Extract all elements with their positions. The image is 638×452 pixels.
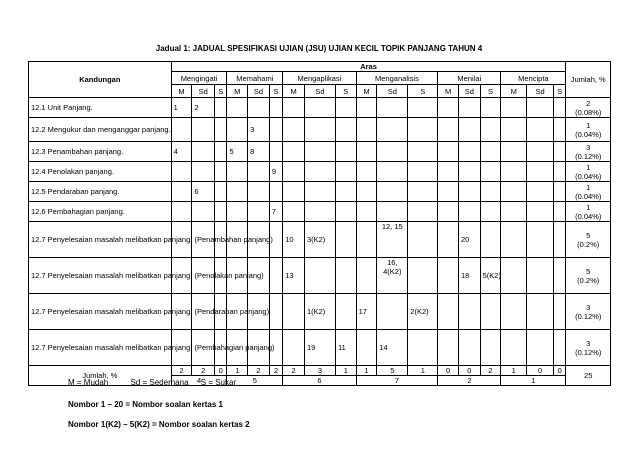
question-cell <box>527 162 554 182</box>
question-cell <box>283 162 305 182</box>
question-cell <box>269 182 282 202</box>
level-mencipta: Mencipta <box>501 72 566 85</box>
question-cell <box>527 294 554 330</box>
question-cell <box>458 118 480 142</box>
summary-count: 1 <box>408 366 438 376</box>
question-cell <box>269 118 282 142</box>
question-cell <box>377 182 408 202</box>
row-total-count: 2 <box>586 98 591 108</box>
question-cell <box>408 142 438 162</box>
question-cell <box>356 222 377 258</box>
row-total-percent: (0.12%) <box>575 151 602 161</box>
summary-count: 2 <box>480 366 501 376</box>
table-row <box>29 98 611 118</box>
table-row <box>29 222 611 258</box>
question-cell <box>283 142 305 162</box>
question-cell <box>438 258 459 294</box>
question-cell <box>377 142 408 162</box>
question-cell <box>215 182 227 202</box>
table-row <box>29 182 611 202</box>
summary-count: 0 <box>527 366 554 376</box>
subheader-m: M <box>283 85 305 98</box>
question-cell <box>554 162 566 182</box>
question-cell <box>501 118 527 142</box>
question-cell <box>408 162 438 182</box>
level-total: 1 <box>501 376 566 386</box>
summary-count: 2 <box>171 366 192 376</box>
question-cell: 3(K2) <box>304 222 335 258</box>
question-cell <box>335 222 356 258</box>
question-cell <box>501 222 527 258</box>
summary-count: 0 <box>215 366 227 376</box>
question-cell <box>438 294 459 330</box>
question-cell <box>438 98 459 118</box>
row-total-percent: (0.12%) <box>575 347 602 357</box>
row-label: 12.7 Penyelesaian masalah melibatkan panjang. (Penolakan panjang) <box>29 258 172 294</box>
question-cell <box>527 98 554 118</box>
row-label: 12.7 Penyelesaian masalah melibatkan panjang. (Pembahagian panjang) <box>29 330 172 366</box>
table-row <box>29 162 611 182</box>
question-cell <box>335 142 356 162</box>
question-cell <box>335 118 356 142</box>
question-cell: 2(K2) <box>408 294 438 330</box>
question-cell <box>269 98 282 118</box>
note-kertas-1: Nombor 1 – 20 = Nombor soalan kertas 1 <box>68 400 223 409</box>
question-cell <box>438 118 459 142</box>
subheader-sd: Sd <box>527 85 554 98</box>
legend <box>68 378 236 387</box>
question-cell <box>480 330 501 366</box>
question-cell <box>438 222 459 258</box>
question-cell <box>438 330 459 366</box>
row-total-count: 5 <box>586 266 591 276</box>
question-cell <box>480 202 501 222</box>
subheader-sd: Sd <box>458 85 480 98</box>
question-cell <box>554 142 566 162</box>
subheader-sd: Sd <box>248 85 270 98</box>
question-cell: 17 <box>356 294 377 330</box>
row-label: 12.4 Penolakan panjang. <box>29 162 172 182</box>
question-cell <box>377 294 408 330</box>
row-total-count: 3 <box>586 142 591 152</box>
row-total <box>566 294 611 330</box>
question-cell <box>501 142 527 162</box>
question-cell <box>480 162 501 182</box>
level-total: 6 <box>283 376 356 386</box>
question-cell <box>304 98 335 118</box>
question-cell <box>377 118 408 142</box>
summary-count: 1 <box>501 366 527 376</box>
row-label: 12.1 Unit Panjang. <box>29 98 172 118</box>
question-cell <box>554 182 566 202</box>
question-cell <box>335 162 356 182</box>
question-cell: 7 <box>269 202 282 222</box>
question-cell <box>554 98 566 118</box>
question-cell <box>554 118 566 142</box>
question-cell: 1(K2) <box>304 294 335 330</box>
question-cell <box>356 118 377 142</box>
question-cell <box>304 182 335 202</box>
question-cell <box>227 98 248 118</box>
question-cell <box>501 202 527 222</box>
question-cell <box>248 98 270 118</box>
subheader-sd: Sd <box>377 85 408 98</box>
question-cell <box>304 162 335 182</box>
question-cell <box>356 142 377 162</box>
question-cell <box>458 330 480 366</box>
question-cell <box>335 258 356 294</box>
subheader-m: M <box>227 85 248 98</box>
question-cell <box>527 118 554 142</box>
jsu-table <box>28 61 611 386</box>
row-total-count: 1 <box>586 202 591 212</box>
row-label: 12.6 Pembahagian panjang. <box>29 202 172 222</box>
level-total: 5 <box>227 376 283 386</box>
question-cell: 19 <box>304 330 335 366</box>
row-total <box>566 118 611 142</box>
question-cell <box>192 162 215 182</box>
question-cell <box>501 330 527 366</box>
question-cell <box>335 98 356 118</box>
row-total <box>566 258 611 294</box>
question-cell <box>171 162 192 182</box>
question-cell <box>408 202 438 222</box>
question-cell <box>527 182 554 202</box>
question-cell <box>408 258 438 294</box>
question-cell <box>356 98 377 118</box>
row-total-count: 3 <box>586 302 591 312</box>
question-cell <box>215 162 227 182</box>
question-cell <box>480 118 501 142</box>
question-cell <box>304 118 335 142</box>
row-total-percent: (0.04%) <box>575 191 602 201</box>
question-cell <box>215 98 227 118</box>
question-cell: 5 <box>227 142 248 162</box>
question-cell <box>304 258 335 294</box>
note-kertas-2: Nombor 1(K2) – 5(K2) = Nombor soalan kertas 2 <box>68 420 250 429</box>
jumlah-header: Jumlah, % <box>566 62 611 98</box>
question-cell: 20 <box>458 222 480 258</box>
level-mengingati: Mengingati <box>171 72 227 85</box>
question-cell <box>554 222 566 258</box>
question-cell <box>248 182 270 202</box>
question-cell <box>215 202 227 222</box>
question-cell <box>192 118 215 142</box>
question-cell: 3 <box>248 118 270 142</box>
question-cell <box>458 182 480 202</box>
subheader-m: M <box>356 85 377 98</box>
question-cell <box>283 330 305 366</box>
question-cell <box>171 182 192 202</box>
summary-count: 2 <box>269 366 282 376</box>
question-cell <box>554 330 566 366</box>
aras-header: Aras <box>171 62 566 72</box>
question-cell <box>269 258 282 294</box>
subheader-m: M <box>438 85 459 98</box>
question-cell <box>283 98 305 118</box>
question-cell <box>283 182 305 202</box>
legend-sederhana: Sd = Sederhana <box>130 378 189 387</box>
question-cell: 14 <box>377 330 408 366</box>
question-cell <box>501 98 527 118</box>
question-cell <box>269 294 282 330</box>
question-cell <box>480 182 501 202</box>
level-mengaplikasi: Mengaplikasi <box>283 72 356 85</box>
question-cell: 4 <box>171 142 192 162</box>
subheader-s: S <box>408 85 438 98</box>
question-cell <box>192 202 215 222</box>
question-cell <box>408 98 438 118</box>
question-cell <box>458 98 480 118</box>
level-menganalisis: Menganalisis <box>356 72 438 85</box>
summary-count: 0 <box>458 366 480 376</box>
question-cell <box>554 202 566 222</box>
summary-count: 0 <box>438 366 459 376</box>
question-cell <box>554 294 566 330</box>
summary-label: Jumlah, % <box>29 366 172 386</box>
question-cell: 13 <box>283 258 305 294</box>
summary-count: 1 <box>356 366 377 376</box>
question-cell <box>458 162 480 182</box>
question-cell <box>227 118 248 142</box>
question-cell <box>356 330 377 366</box>
subheader-m: M <box>501 85 527 98</box>
row-label: 12.2 Mengukur dan menganggar panjang. <box>29 118 172 142</box>
question-cell <box>304 142 335 162</box>
table-row <box>29 330 611 366</box>
summary-count: 5 <box>377 366 408 376</box>
question-cell <box>458 202 480 222</box>
row-total <box>566 202 611 222</box>
legend-mudah: M = Mudah <box>68 378 109 387</box>
subheader-sd: Sd <box>192 85 215 98</box>
question-cell <box>458 142 480 162</box>
question-cell: 1 <box>171 98 192 118</box>
question-cell: 6 <box>192 182 215 202</box>
question-cell <box>356 162 377 182</box>
row-label: 12.7 Penyelesaian masalah melibatkan panjang. (Penambahan panjang) <box>29 222 172 258</box>
summary-count: 1 <box>335 366 356 376</box>
summary-count: 2 <box>192 366 215 376</box>
question-cell <box>408 222 438 258</box>
subheader-s: S <box>269 85 282 98</box>
question-cell <box>480 222 501 258</box>
row-total <box>566 182 611 202</box>
question-cell: 5(K2) <box>480 258 501 294</box>
question-cell: 18 <box>458 258 480 294</box>
question-cell <box>356 182 377 202</box>
question-cell <box>304 202 335 222</box>
question-cell <box>248 162 270 182</box>
summary-count: 0 <box>554 366 566 376</box>
row-total-percent: (0.04%) <box>575 129 602 139</box>
row-total-percent: (0.08%) <box>575 107 602 117</box>
question-cell <box>356 202 377 222</box>
table-row <box>29 142 611 162</box>
summary-count: 2 <box>283 366 305 376</box>
question-cell <box>408 330 438 366</box>
question-cell <box>335 202 356 222</box>
question-cell <box>438 182 459 202</box>
table-row <box>29 118 611 142</box>
question-cell: 16, 4(K2) <box>377 258 408 294</box>
question-cell <box>269 142 282 162</box>
legend-sukar: S = Sukar <box>200 378 237 387</box>
question-cell <box>171 202 192 222</box>
question-cell <box>480 142 501 162</box>
row-total-count: 1 <box>586 182 591 192</box>
summary-count: 1 <box>227 366 248 376</box>
table-title: Jadual 1: JADUAL SPESIFIKASI UJIAN (JSU) UJIAN KECIL TOPIK PANJANG TAHUN 4 <box>155 44 483 53</box>
subheader-s: S <box>215 85 227 98</box>
question-cell <box>408 182 438 202</box>
row-total-percent: (0.12%) <box>575 311 602 321</box>
question-cell <box>335 182 356 202</box>
question-cell <box>377 162 408 182</box>
kandungan-header: Kandungan <box>29 62 172 98</box>
row-total-percent: (0.2%) <box>577 239 600 249</box>
question-cell <box>356 258 377 294</box>
row-label: 12.7 Penyelesaian masalah melibatkan panjang. (Pendaraban panjang) <box>29 294 172 330</box>
summary-count: 3 <box>304 366 335 376</box>
question-cell <box>501 162 527 182</box>
question-cell <box>283 118 305 142</box>
question-cell <box>501 182 527 202</box>
level-total: 2 <box>438 376 501 386</box>
question-cell <box>283 202 305 222</box>
row-total-count: 3 <box>586 338 591 348</box>
grand-total: 25 <box>566 366 611 386</box>
row-total-count: 1 <box>586 120 591 130</box>
row-total <box>566 98 611 118</box>
question-cell <box>554 258 566 294</box>
row-total-percent: (0.04%) <box>575 211 602 221</box>
table-row <box>29 294 611 330</box>
question-cell <box>480 294 501 330</box>
subheader-s: S <box>554 85 566 98</box>
summary-count: 2 <box>248 366 270 376</box>
subheader-s: S <box>480 85 501 98</box>
question-cell <box>501 258 527 294</box>
question-cell: 2 <box>192 98 215 118</box>
level-total: 7 <box>356 376 438 386</box>
question-cell <box>527 330 554 366</box>
question-cell <box>438 162 459 182</box>
row-total-percent: (0.2%) <box>577 275 600 285</box>
level-menilai: Menilai <box>438 72 501 85</box>
table-row <box>29 258 611 294</box>
question-cell <box>408 118 438 142</box>
row-total <box>566 142 611 162</box>
row-total-count: 1 <box>586 162 591 172</box>
level-memahami: Memahami <box>227 72 283 85</box>
question-cell <box>527 142 554 162</box>
question-cell <box>527 202 554 222</box>
question-cell: 10 <box>283 222 305 258</box>
question-cell <box>377 98 408 118</box>
question-cell: 11 <box>335 330 356 366</box>
question-cell <box>458 294 480 330</box>
question-cell <box>527 258 554 294</box>
question-cell <box>501 294 527 330</box>
row-total <box>566 330 611 366</box>
question-cell <box>227 182 248 202</box>
row-total-count: 5 <box>586 230 591 240</box>
question-cell <box>438 202 459 222</box>
level-total: 4 <box>171 376 227 386</box>
question-cell <box>227 162 248 182</box>
question-cell: 12, 15 <box>377 222 408 258</box>
question-cell <box>527 222 554 258</box>
question-cell <box>215 142 227 162</box>
table-row <box>29 202 611 222</box>
question-cell <box>248 202 270 222</box>
subheader-sd: Sd <box>304 85 335 98</box>
question-cell: 8 <box>248 142 270 162</box>
question-cell <box>438 142 459 162</box>
row-total-percent: (0.04%) <box>575 171 602 181</box>
subheader-s: S <box>335 85 356 98</box>
question-cell: 9 <box>269 162 282 182</box>
question-cell <box>192 142 215 162</box>
question-cell <box>215 118 227 142</box>
question-cell <box>480 98 501 118</box>
question-cell <box>283 294 305 330</box>
question-cell <box>377 202 408 222</box>
row-label: 12.3 Penambahan panjang. <box>29 142 172 162</box>
question-cell <box>335 294 356 330</box>
question-cell <box>171 118 192 142</box>
row-total <box>566 222 611 258</box>
row-total <box>566 162 611 182</box>
row-label: 12.5 Pendaraban panjang. <box>29 182 172 202</box>
question-cell <box>227 202 248 222</box>
subheader-m: M <box>171 85 192 98</box>
